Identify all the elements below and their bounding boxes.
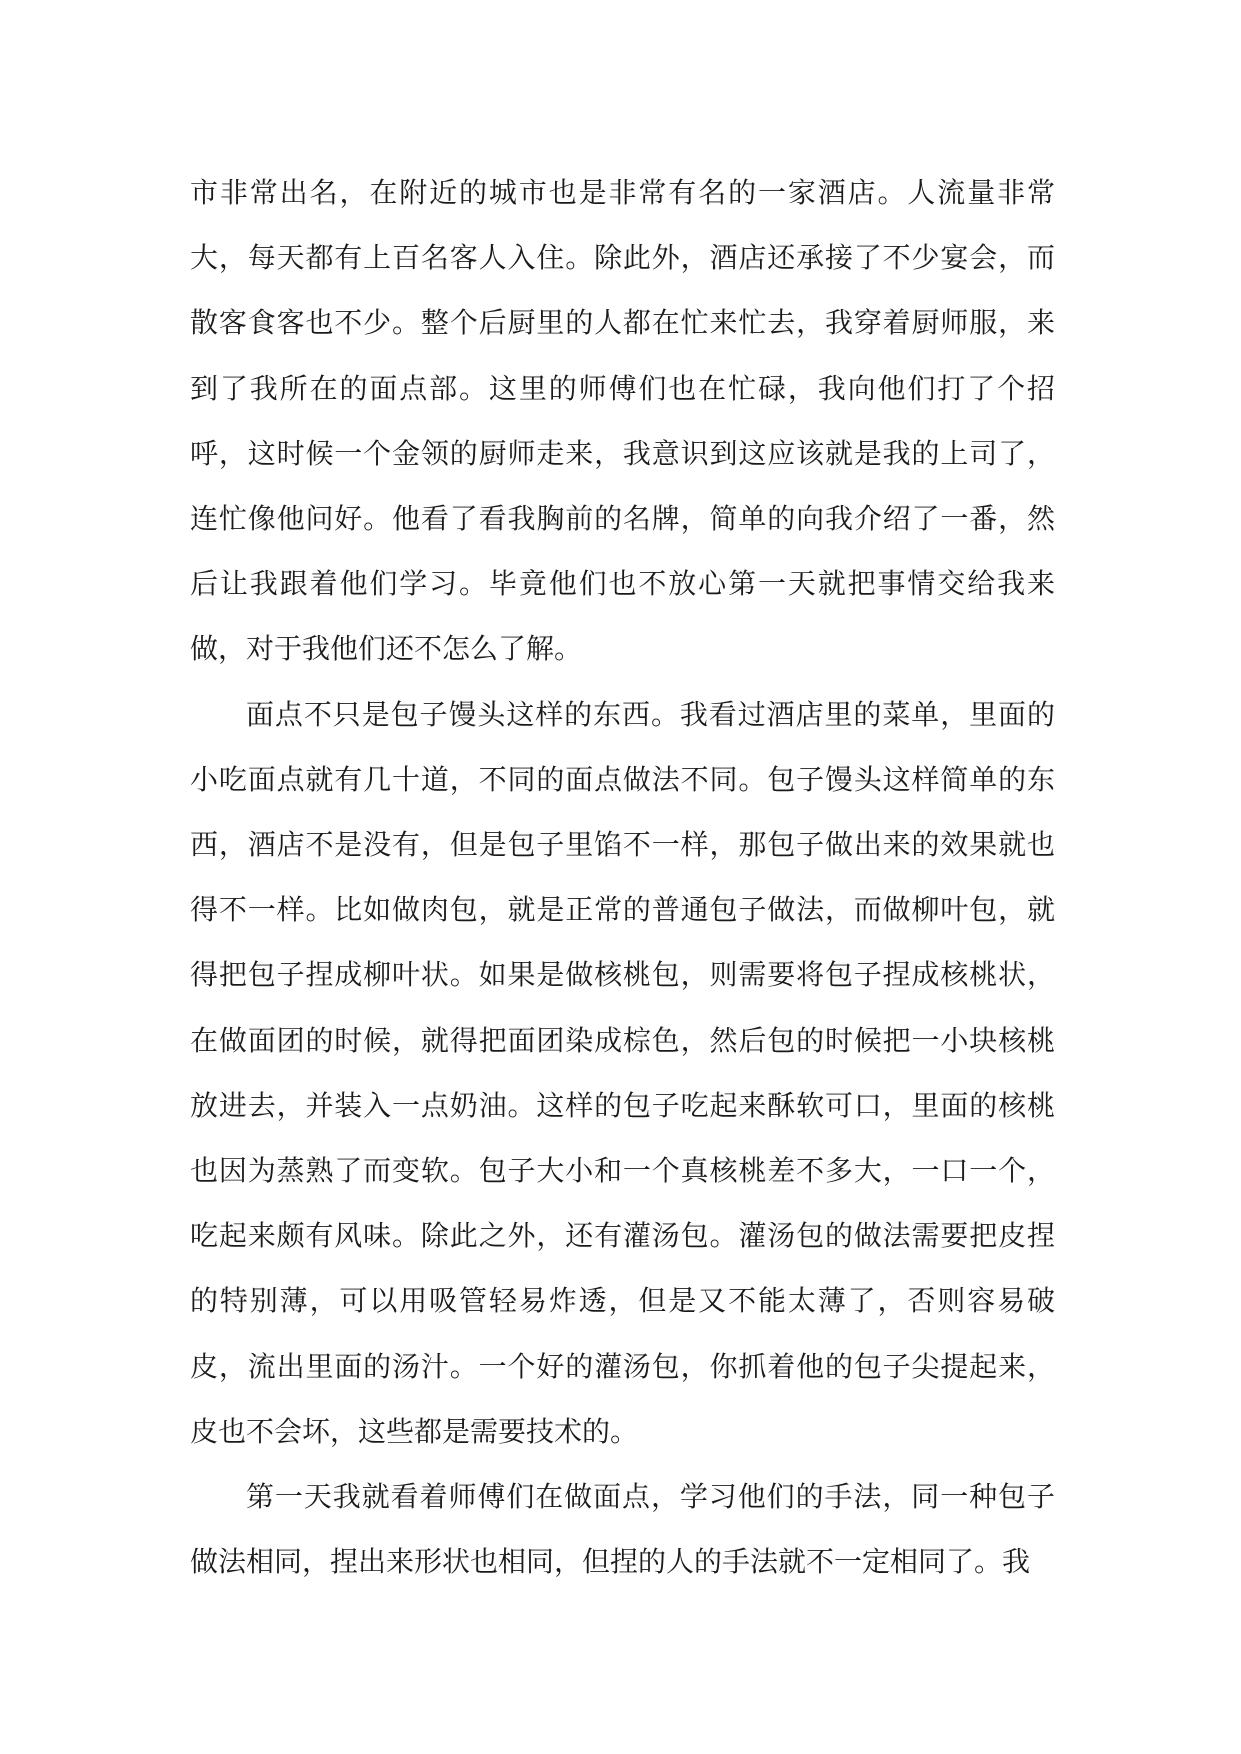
document-body — [190, 160, 1055, 1594]
paragraph-3: 第一天我就看着师傅们在做面点，学习他们的手法，同一种包子做法相同，捏出来形状也相同，但捏的人的手法就不一定相同了。我 — [190, 1480, 1055, 1579]
paragraph-2: 面点不只是包子馒头这样的东西。我看过酒店里的菜单，里面的小吃面点就有几十道，不同的面点做法不同。包子馒头这样简单的东西，酒店不是没有，但是包子里馅不一样，那包子做出来的效果就也得不一样。比如做肉包，就是正常的普通包子做法，而做柳叶包，就得把包子捏成柳叶状。如果是做核桃包，则需要将包子捏成核桃状，在做面团的时候，就得把面团染成棕色，然后包的时候把一小块核桃放进去，并装入一点奶油。这样的包子吃起来酥软可口，里面的核桃也因为蒸熟了而变软。包子大小和一个真核桃差不多大，一口一个，吃起来颇有风味。除此之外，还有灌汤包。灌汤包的做法需要把皮捏的特别薄，可以用吸管轻易炸透，但是又不能太薄了，否则容易破皮，流出里面的汤汁。一个好的灌汤包，你抓着他的包子尖提起来，皮也不会坏，这些都是需要技术的。 — [190, 697, 1055, 1448]
paragraph-1: 市非常出名，在附近的城市也是非常有名的一家酒店。人流量非常大，每天都有上百名客人入住。除此外，酒店还承接了不少宴会，而散客食客也不少。整个后厨里的人都在忙来忙去，我穿着厨师服，来到了我所在的面点部。这里的师傅们也在忙碌，我向他们打了个招呼，这时候一个金领的厨师走来，我意识到这应该就是我的上司了，连忙像他问好。他看了看我胸前的名牌，简单的向我介绍了一番，然后让我跟着他们学习。毕竟他们也不放心第一天就把事情交给我来做，对于我他们还不怎么了解。 — [190, 176, 1055, 666]
